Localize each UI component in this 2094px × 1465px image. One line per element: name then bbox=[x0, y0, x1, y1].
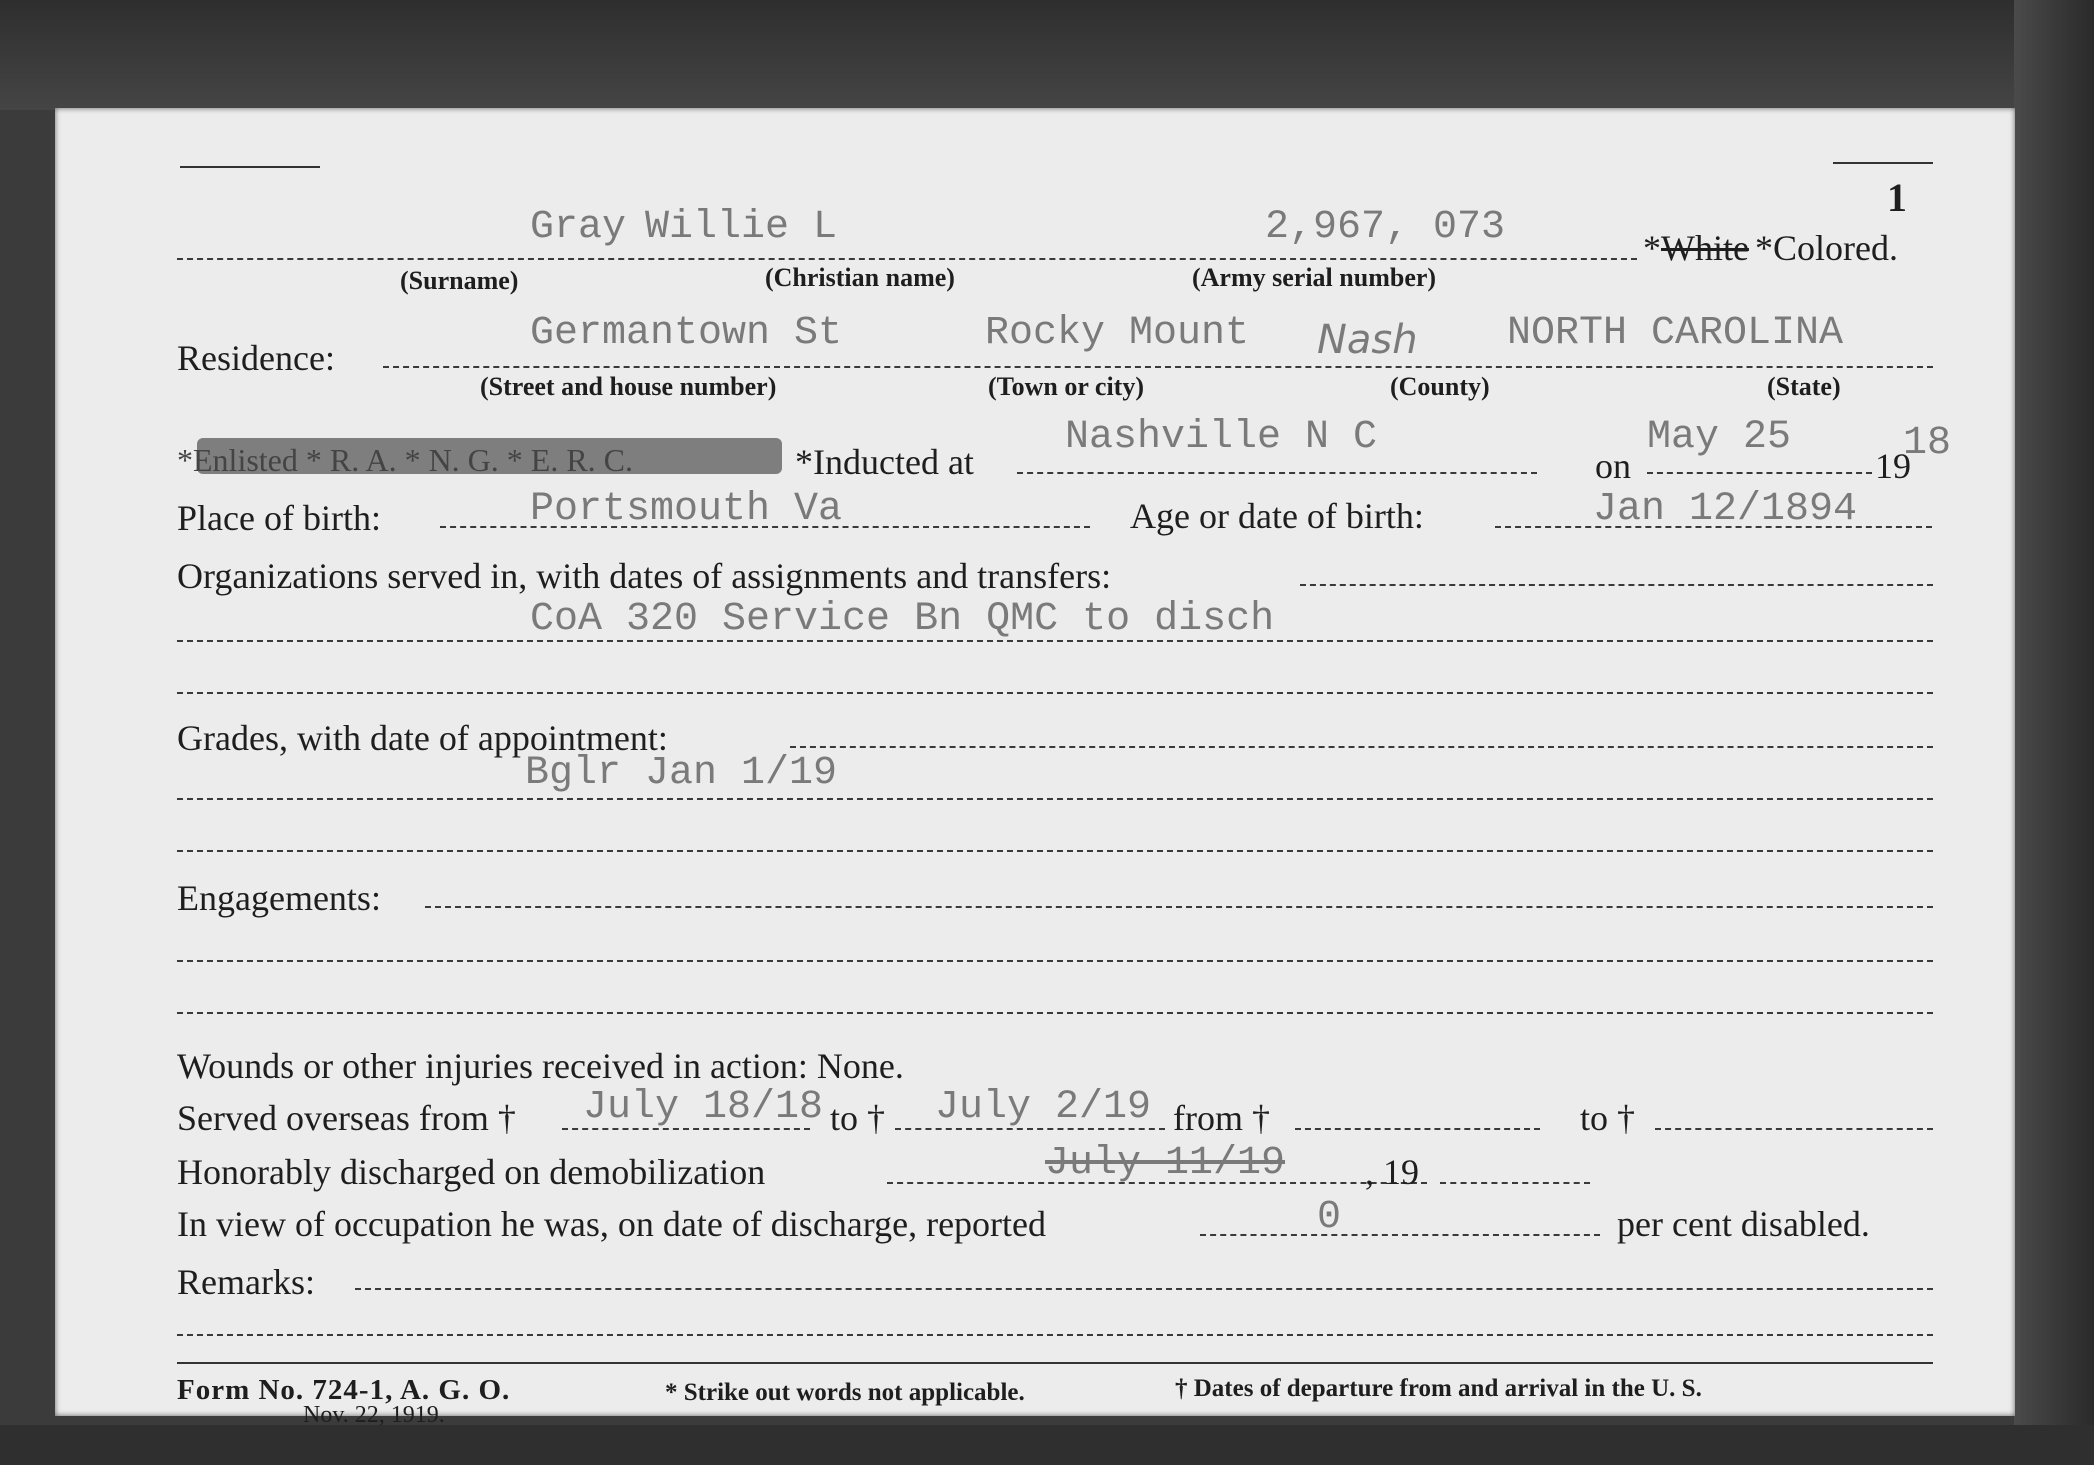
inducted-line bbox=[1017, 472, 1537, 474]
name-line bbox=[177, 258, 1637, 260]
disabled-line bbox=[1200, 1234, 1600, 1236]
from-label: from † bbox=[1173, 1098, 1270, 1138]
grade-value: Bglr Jan 1/19 bbox=[525, 751, 838, 796]
surname-caption: (Surname) bbox=[400, 266, 519, 295]
inducted-at-value: Nashville N C bbox=[1065, 415, 1378, 460]
serial-caption: (Army serial number) bbox=[1192, 263, 1437, 292]
age-label: Age or date of birth: bbox=[1130, 496, 1424, 536]
christian-name-value: Willie L bbox=[645, 205, 838, 250]
remarks-line-2 bbox=[177, 1334, 1933, 1336]
occupation-label: In view of occupation he was, on date of discharge, reported bbox=[177, 1204, 1047, 1244]
white-star: * bbox=[1643, 228, 1661, 268]
state-value: NORTH CAROLINA bbox=[1507, 311, 1844, 356]
overseas-from2-line bbox=[1295, 1128, 1540, 1130]
engagements-line-1 bbox=[425, 906, 1933, 908]
street-caption: (Street and house number) bbox=[480, 372, 777, 401]
footer-rule bbox=[177, 1362, 1933, 1364]
strike-note: * Strike out words not applicable. bbox=[665, 1379, 1025, 1406]
grades-line-3 bbox=[177, 850, 1933, 852]
dates-note: † Dates of departure from and arrival in the U. S. bbox=[1175, 1375, 1702, 1402]
year-suffix: , 19 bbox=[1365, 1152, 1419, 1192]
enlisted-label: *Enlisted * R. A. * N. G. * E. R. C. bbox=[177, 442, 634, 478]
remarks-line-1 bbox=[355, 1288, 1933, 1290]
inducted-date-value: May 25 bbox=[1647, 415, 1792, 460]
inducted-date-line bbox=[1647, 472, 1872, 474]
place-of-birth-value: Portsmouth Va bbox=[530, 487, 843, 532]
remarks-label: Remarks: bbox=[177, 1262, 315, 1302]
organizations-line-1 bbox=[1300, 584, 1933, 586]
on-label: on bbox=[1595, 446, 1631, 486]
year-prefix: 19 bbox=[1875, 446, 1911, 486]
disabled-label: per cent disabled. bbox=[1617, 1204, 1870, 1244]
organizations-label: Organizations served in, with dates of assignments and transfers: bbox=[177, 556, 1112, 596]
inducted-label: *Inducted at bbox=[795, 442, 974, 482]
overseas-to2-line bbox=[1655, 1128, 1933, 1130]
organizations-line-3 bbox=[177, 692, 1933, 694]
overseas-to-value: July 2/19 bbox=[935, 1085, 1152, 1130]
engagements-label: Engagements: bbox=[177, 878, 381, 918]
organization-value: CoA 320 Service Bn QMC to disch bbox=[530, 597, 1275, 642]
card-number: 1 bbox=[1887, 175, 1907, 220]
residence-label: Residence: bbox=[177, 338, 335, 378]
county-value: Nash bbox=[1317, 317, 1418, 363]
grades-line-1 bbox=[790, 746, 1933, 748]
to-label-1: to † bbox=[830, 1098, 886, 1138]
to-label-2: to † bbox=[1580, 1098, 1636, 1138]
colored-star: * bbox=[1755, 228, 1773, 268]
grades-label: Grades, with date of appointment: bbox=[177, 718, 668, 758]
engagements-line-3 bbox=[177, 1012, 1933, 1014]
disabled-percent-value: 0 bbox=[1317, 1195, 1342, 1240]
serial-number-value: 2,967, 073 bbox=[1265, 205, 1506, 250]
grades-line-2 bbox=[177, 798, 1933, 800]
place-of-birth-label: Place of birth: bbox=[177, 498, 381, 538]
wounds-label: Wounds or other injuries received in action: None. bbox=[177, 1046, 904, 1086]
form-date: Nov. 22, 1919. bbox=[303, 1402, 445, 1428]
surname-value: Gray bbox=[530, 205, 627, 250]
residence-line bbox=[383, 366, 1933, 368]
county-caption: (County) bbox=[1390, 372, 1490, 401]
colored-label: Colored. bbox=[1773, 228, 1898, 268]
discharged-year-line bbox=[1440, 1182, 1590, 1184]
served-overseas-label: Served overseas from † bbox=[177, 1098, 516, 1138]
discharged-label: Honorably discharged on demobilization bbox=[177, 1152, 766, 1192]
white-label: White bbox=[1661, 228, 1749, 268]
town-caption: (Town or city) bbox=[988, 372, 1144, 401]
form-number: Form No. 724-1, A. G. O. bbox=[177, 1374, 511, 1406]
discharge-date-value: July 11/19 bbox=[1045, 1141, 1286, 1186]
inducted-year-value: 18 bbox=[1903, 421, 1952, 466]
top-right-rule bbox=[1833, 162, 1933, 164]
overseas-from-value: July 18/18 bbox=[583, 1085, 824, 1130]
christian-name-caption: (Christian name) bbox=[765, 263, 955, 292]
engagements-line-2 bbox=[177, 960, 1933, 962]
scan-background-right bbox=[2014, 0, 2094, 1465]
town-value: Rocky Mount bbox=[985, 311, 1250, 356]
top-left-rule bbox=[180, 166, 320, 168]
street-value: Germantown St bbox=[530, 311, 843, 356]
state-caption: (State) bbox=[1767, 372, 1841, 401]
birth-date-value: Jan 12/1894 bbox=[1593, 487, 1858, 532]
scan-background-bottom bbox=[0, 1425, 2094, 1465]
scan-background-top bbox=[0, 0, 2094, 110]
service-record-card bbox=[55, 108, 2015, 1428]
